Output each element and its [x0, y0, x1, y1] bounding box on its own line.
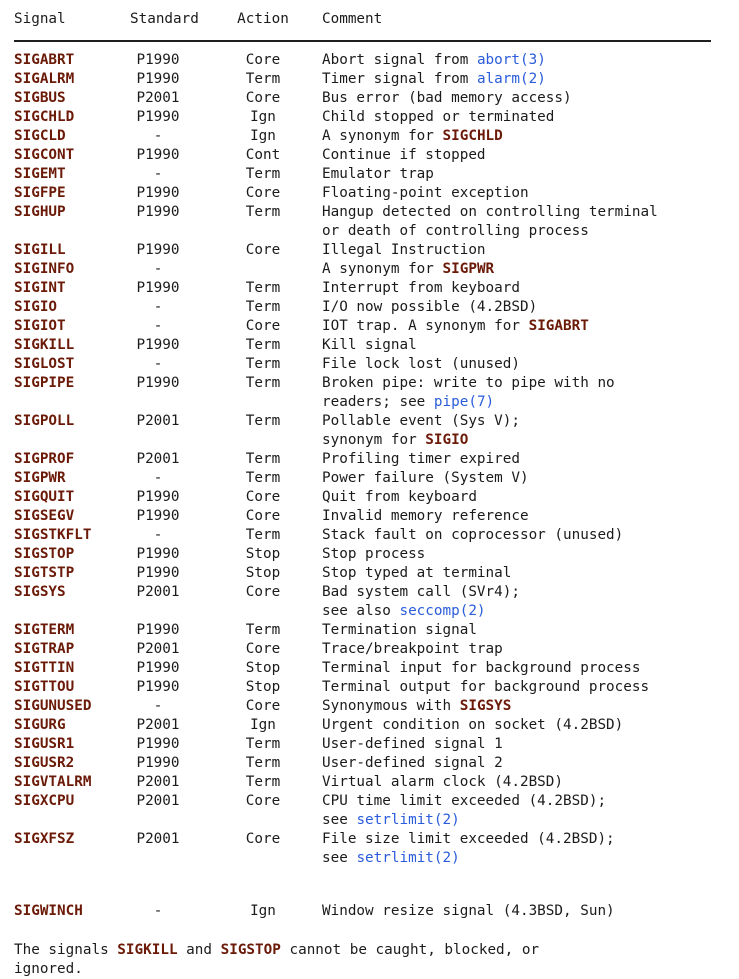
comment-cell	[322, 526, 725, 545]
comment-cell	[322, 241, 725, 260]
table-row	[14, 241, 725, 260]
signal-name-cell: SIGSEGV	[14, 508, 75, 524]
action-cell: Core	[245, 698, 281, 714]
comment-cell	[322, 165, 725, 184]
comment-text: Synonymous with	[322, 698, 460, 714]
comment-cell	[322, 902, 725, 921]
signal-name-cell: SIGTRAP	[14, 641, 75, 657]
comment-text: Urgent condition on socket (4.2BSD)	[322, 717, 624, 733]
signal-reference: SIGPWR	[442, 261, 495, 277]
comment-cell	[322, 260, 725, 279]
standard-cell: P1990	[136, 52, 180, 68]
table-row	[14, 754, 725, 773]
action-cell: Term	[245, 71, 281, 87]
signal-name-cell: SIGTTIN	[14, 660, 75, 676]
column-header-action: Action	[237, 11, 289, 27]
signal-name-cell: SIGSTKFLT	[14, 527, 92, 543]
table-row	[14, 545, 725, 564]
standard-cell: P2001	[136, 90, 180, 106]
action-cell: Term	[245, 736, 281, 752]
footer-note	[14, 941, 725, 979]
comment-text: Stack fault on coprocessor (unused)	[322, 527, 624, 543]
action-cell: Core	[245, 242, 281, 258]
comment-text: see also	[322, 603, 400, 619]
table-row	[14, 374, 725, 412]
signal-name-cell: SIGPROF	[14, 451, 75, 467]
signal-name-cell: SIGWINCH	[14, 903, 83, 919]
signal-name-cell: SIGPOLL	[14, 413, 75, 429]
comment-text: Trace/breakpoint trap	[322, 641, 503, 657]
standard-cell: P1990	[136, 736, 180, 752]
signal-name-cell: SIGTSTP	[14, 565, 75, 581]
action-cell: Core	[245, 641, 281, 657]
table-row	[14, 716, 725, 735]
man-page-link[interactable]: setrlimit(2)	[356, 850, 460, 866]
signal-name-cell: SIGILL	[14, 242, 66, 258]
comment-cell	[322, 146, 725, 165]
action-cell: Ign	[250, 128, 276, 144]
table-row	[14, 507, 725, 526]
column-header-signal: Signal	[14, 11, 66, 27]
standard-cell: -	[153, 527, 163, 543]
comment-text: Profiling timer expired	[322, 451, 520, 467]
standard-cell: P2001	[136, 584, 180, 600]
standard-cell: P2001	[136, 831, 180, 847]
action-cell: Cont	[245, 147, 281, 163]
comment-cell	[322, 545, 725, 564]
comment-cell	[322, 564, 725, 583]
signal-name-cell: SIGIOT	[14, 318, 66, 334]
action-cell: Stop	[245, 565, 281, 581]
comment-text: Illegal Instruction	[322, 242, 486, 258]
table-row	[14, 108, 725, 127]
table-row	[14, 89, 725, 108]
action-cell: Core	[245, 831, 281, 847]
comment-cell	[322, 336, 725, 355]
comment-cell	[322, 127, 725, 146]
comment-cell	[322, 203, 725, 241]
action-cell: Term	[245, 166, 281, 182]
comment-cell	[322, 640, 725, 659]
comment-text: Stop process	[322, 546, 426, 562]
signal-name-cell: SIGSYS	[14, 584, 66, 600]
table-row	[14, 298, 725, 317]
standard-cell: P1990	[136, 660, 180, 676]
action-cell: Core	[245, 90, 281, 106]
table-row	[14, 678, 725, 697]
comment-text: Abort signal from	[322, 52, 477, 68]
table-row	[14, 469, 725, 488]
signal-name-cell: SIGCONT	[14, 147, 75, 163]
action-cell: Core	[245, 52, 281, 68]
signal-name-cell: SIGQUIT	[14, 489, 75, 505]
standard-cell: P1990	[136, 565, 180, 581]
comment-cell	[322, 716, 725, 735]
comment-text: Terminal input for background process	[322, 660, 641, 676]
comment-text: Bad system call (SVr4);	[322, 584, 520, 600]
table-row	[14, 564, 725, 583]
comment-text: Window resize signal (4.3BSD, Sun)	[322, 903, 615, 919]
signal-name-cell: SIGTTOU	[14, 679, 75, 695]
standard-cell: P1990	[136, 622, 180, 638]
comment-text: A synonym for	[322, 261, 443, 277]
standard-cell: P2001	[136, 641, 180, 657]
table-row-spacer	[14, 868, 725, 902]
table-row	[14, 640, 725, 659]
table-row	[14, 735, 725, 754]
table-row	[14, 355, 725, 374]
action-cell: Stop	[245, 679, 281, 695]
comment-cell	[322, 830, 725, 868]
table-row	[14, 51, 725, 70]
standard-cell: -	[153, 356, 163, 372]
comment-text: Bus error (bad memory access)	[322, 90, 572, 106]
comment-cell	[322, 70, 725, 89]
comment-cell	[322, 773, 725, 792]
table-row	[14, 902, 725, 921]
action-cell: Stop	[245, 546, 281, 562]
comment-text: Broken pipe: write to pipe with no	[322, 375, 615, 391]
signal-name-cell: SIGPIPE	[14, 375, 75, 391]
comment-cell	[322, 412, 725, 450]
table-row	[14, 146, 725, 165]
signal-name-cell: SIGLOST	[14, 356, 75, 372]
standard-cell: -	[153, 166, 163, 182]
signal-name-cell: SIGCLD	[14, 128, 66, 144]
signal-name-cell: SIGINFO	[14, 261, 75, 277]
signal-reference: SIGKILL	[117, 942, 178, 958]
table-header-row	[14, 10, 725, 29]
comment-cell	[322, 298, 725, 317]
comment-text: ignored.	[14, 961, 83, 977]
column-header-standard: Standard	[130, 11, 199, 27]
standard-cell: P1990	[136, 185, 180, 201]
standard-cell: -	[153, 261, 163, 277]
signal-name-cell: SIGVTALRM	[14, 774, 92, 790]
signal-name-cell: SIGFPE	[14, 185, 66, 201]
signal-name-cell: SIGEMT	[14, 166, 66, 182]
table-row	[14, 336, 725, 355]
signal-name-cell: SIGUNUSED	[14, 698, 92, 714]
action-cell: Stop	[245, 660, 281, 676]
comment-text: File lock lost (unused)	[322, 356, 520, 372]
table-row	[14, 659, 725, 678]
signal-name-cell: SIGXFSZ	[14, 831, 75, 847]
standard-cell: P1990	[136, 337, 180, 353]
comment-text: Power failure (System V)	[322, 470, 529, 486]
table-row	[14, 583, 725, 621]
signal-name-cell: SIGABRT	[14, 52, 75, 68]
comment-text: Kill signal	[322, 337, 417, 353]
signal-name-cell: SIGHUP	[14, 204, 66, 220]
comment-cell	[322, 89, 725, 108]
comment-cell	[322, 583, 725, 621]
table-row	[14, 127, 725, 146]
standard-cell: P1990	[136, 204, 180, 220]
signal-reference: SIGCHLD	[442, 128, 503, 144]
table-row	[14, 621, 725, 640]
standard-cell: P1990	[136, 508, 180, 524]
action-cell: Term	[245, 299, 281, 315]
comment-text: Timer signal from	[322, 71, 477, 87]
action-cell: Core	[245, 793, 281, 809]
comment-text: File size limit exceeded (4.2BSD);	[322, 831, 615, 847]
standard-cell: P2001	[136, 793, 180, 809]
action-cell: Term	[245, 337, 281, 353]
signal-name-cell: SIGPWR	[14, 470, 66, 486]
comment-text: Invalid memory reference	[322, 508, 529, 524]
action-cell: Term	[245, 622, 281, 638]
standard-cell: P2001	[136, 774, 180, 790]
signal-reference: SIGABRT	[528, 318, 589, 334]
table-row	[14, 526, 725, 545]
standard-cell: P1990	[136, 375, 180, 391]
signal-name-cell: SIGINT	[14, 280, 66, 296]
man-page-link[interactable]: seccomp(2)	[399, 603, 486, 619]
comment-text: Continue if stopped	[322, 147, 486, 163]
comment-cell	[322, 184, 725, 203]
table-row	[14, 70, 725, 89]
standard-cell: P1990	[136, 755, 180, 771]
comment-text: Quit from keyboard	[322, 489, 477, 505]
comment-cell	[322, 507, 725, 526]
comment-cell	[322, 108, 725, 127]
action-cell: Core	[245, 318, 281, 334]
table-row	[14, 488, 725, 507]
table-row	[14, 697, 725, 716]
comment-cell	[322, 621, 725, 640]
comment-cell	[322, 754, 725, 773]
signal-name-cell: SIGUSR1	[14, 736, 75, 752]
standard-cell: P1990	[136, 109, 180, 125]
table-row	[14, 450, 725, 469]
standard-cell: P1990	[136, 242, 180, 258]
comment-cell	[322, 51, 725, 70]
action-cell: Term	[245, 755, 281, 771]
standard-cell: P2001	[136, 413, 180, 429]
comment-text: Virtual alarm clock (4.2BSD)	[322, 774, 564, 790]
comment-text: Stop typed at terminal	[322, 565, 512, 581]
comment-text: see	[322, 850, 357, 866]
signal-reference: SIGSYS	[459, 698, 512, 714]
action-cell: Term	[245, 413, 281, 429]
action-cell: Core	[245, 508, 281, 524]
table-row	[14, 412, 725, 450]
action-cell: Term	[245, 356, 281, 372]
comment-text: Termination signal	[322, 622, 477, 638]
signal-name-cell: SIGXCPU	[14, 793, 75, 809]
man-page-link[interactable]: pipe(7)	[433, 394, 495, 410]
comment-cell	[322, 678, 725, 697]
table-row	[14, 165, 725, 184]
comment-cell	[322, 735, 725, 754]
signal-name-cell: SIGSTOP	[14, 546, 75, 562]
signal-name-cell: SIGBUS	[14, 90, 66, 106]
comment-cell	[322, 792, 725, 830]
action-cell: Core	[245, 489, 281, 505]
standard-cell: P1990	[136, 147, 180, 163]
signal-name-cell: SIGKILL	[14, 337, 75, 353]
comment-cell	[322, 488, 725, 507]
table-row	[14, 279, 725, 298]
table-body	[14, 51, 725, 921]
comment-text: IOT trap. A synonym for	[322, 318, 529, 334]
comment-cell	[322, 355, 725, 374]
standard-cell: -	[153, 903, 163, 919]
signal-name-cell: SIGURG	[14, 717, 66, 733]
standard-cell: P1990	[136, 546, 180, 562]
comment-text: Hangup detected on controlling terminal	[322, 204, 658, 220]
signal-reference: SIGSTOP	[220, 942, 281, 958]
standard-cell: P1990	[136, 489, 180, 505]
column-header-comment: Comment	[322, 11, 383, 27]
standard-cell: P1990	[136, 280, 180, 296]
standard-cell: P2001	[136, 451, 180, 467]
signal-name-cell: SIGUSR2	[14, 755, 75, 771]
comment-text: I/O now possible (4.2BSD)	[322, 299, 538, 315]
action-cell: Term	[245, 470, 281, 486]
table-row	[14, 260, 725, 279]
standard-cell: P2001	[136, 717, 180, 733]
action-cell: Core	[245, 584, 281, 600]
comment-text: User-defined signal 1	[322, 736, 503, 752]
comment-text: Floating-point exception	[322, 185, 529, 201]
standard-cell: -	[153, 698, 163, 714]
signal-name-cell: SIGTERM	[14, 622, 75, 638]
comment-text: synonym for	[322, 432, 426, 448]
table-row	[14, 792, 725, 830]
comment-cell	[322, 469, 725, 488]
action-cell: Ign	[250, 717, 276, 733]
header-rule	[14, 40, 711, 42]
action-cell: Term	[245, 375, 281, 391]
comment-text: User-defined signal 2	[322, 755, 503, 771]
comment-text: cannot be caught, blocked, or	[280, 942, 540, 958]
table-row	[14, 203, 725, 241]
action-cell: Core	[245, 185, 281, 201]
standard-cell: -	[153, 299, 163, 315]
signal-name-cell: SIGIO	[14, 299, 58, 315]
comment-cell	[322, 279, 725, 298]
comment-text: and	[177, 942, 221, 958]
action-cell: Term	[245, 280, 281, 296]
comment-cell	[322, 697, 725, 716]
man-page-link[interactable]: setrlimit(2)	[356, 812, 460, 828]
table-row	[14, 184, 725, 203]
comment-cell	[322, 450, 725, 469]
signal-name-cell: SIGCHLD	[14, 109, 75, 125]
standard-cell: -	[153, 318, 163, 334]
action-cell: Ign	[250, 109, 276, 125]
signal-name-cell: SIGALRM	[14, 71, 75, 87]
action-cell: Ign	[250, 903, 276, 919]
action-cell: Term	[245, 527, 281, 543]
comment-cell	[322, 317, 725, 336]
standard-cell: -	[153, 470, 163, 486]
standard-cell: P1990	[136, 679, 180, 695]
comment-text: CPU time limit exceeded (4.2BSD);	[322, 793, 607, 809]
comment-text: Emulator trap	[322, 166, 434, 182]
comment-text: see	[322, 812, 357, 828]
standard-cell: -	[153, 128, 163, 144]
comment-cell	[322, 659, 725, 678]
man-page-link[interactable]: alarm(2)	[476, 71, 546, 87]
comment-text: Child stopped or terminated	[322, 109, 555, 125]
comment-text: or death of controlling process	[322, 223, 589, 239]
standard-cell: P1990	[136, 71, 180, 87]
comment-cell	[322, 374, 725, 412]
table-row	[14, 830, 725, 868]
comment-text: The signals	[14, 942, 118, 958]
action-cell: Term	[245, 451, 281, 467]
comment-text: Pollable event (Sys V);	[322, 413, 520, 429]
comment-text: Interrupt from keyboard	[322, 280, 520, 296]
comment-text: Terminal output for background process	[322, 679, 650, 695]
man-page-link[interactable]: abort(3)	[476, 52, 546, 68]
signal-reference: SIGIO	[425, 432, 469, 448]
comment-text: readers; see	[322, 394, 434, 410]
table-row	[14, 317, 725, 336]
table-row	[14, 773, 725, 792]
comment-text: A synonym for	[322, 128, 443, 144]
action-cell: Term	[245, 204, 281, 220]
action-cell: Term	[245, 774, 281, 790]
